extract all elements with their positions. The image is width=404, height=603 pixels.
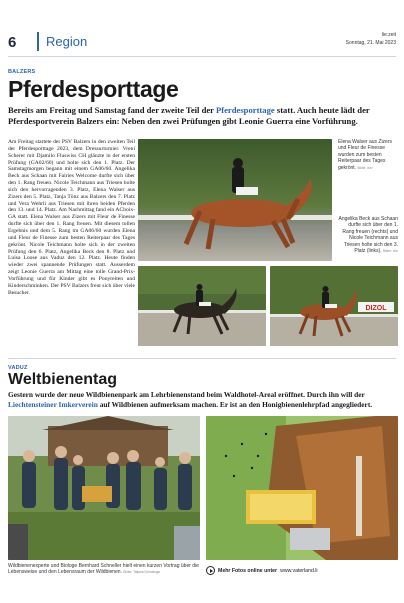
article-lead: Bereits am Freitag und Samstag fand der zweite Teil der Pferdesporttage statt. Auch heute lädt der Pferdesportverein Balzers ein: Neben den zwei Prüfungen gibt Leonie Guerra eine Vorführung. (8, 105, 370, 126)
arena-banner-text: DIZOL (365, 305, 387, 312)
article2-kicker: VADUZ (8, 365, 28, 371)
dressage-photo-left (138, 266, 266, 346)
issue-date: Sonntag, 21. Mai 2023 (345, 40, 396, 46)
bee-hive-photo-image (206, 416, 398, 560)
article2-lead-highlight: Liechtensteiner Imkerverein (8, 399, 98, 409)
dressage-photo-right (270, 266, 398, 346)
bee-park-group-photo (8, 416, 200, 560)
article-body: Am Freitag startete der PSV Balzers in den zweiten Teil der Pferdesporttage 2023, dem Dressurturnier. Vreni Scherer mit Djamilo Fluswiss CH glänzte in der ersten Prüfung (GA02/60) und holte sich den 1. Platz. Der Samstagmorgen begann mit einem GA06/60. Angelika Beck aus Schaan mit Fairies Welcome durfte sich über den 1. Rang freuen. Nicole Teichmann aus Triesen holte sich den hervorragenden 3. Platz, Elena Walser aus Zizers den 5. Platz, Tanja Tönz aus Balzers den 7. Platz und Vera Wehrli aus Triesen mit ihren beiden Pferden den 13. und 14. Platz. Am Nachmittag fand ein ACboix-GA statt. Elena Walser aus Zizers mit Fleur de Finesse durfte sich über den 1. Rang freuen. Mit diesem tollen Ergebnis und dem 5. Rang im GA06/60 wurden Elena und Fleur de Finesse zum besten Reiterpaar des Tages gekrönt. Nicole Teichmann holte sich in der zweiten Prüfung den 6. Platz, Angelika Beck den 8. Platz und Luisa Loose aus Vaduz den 12. Platz. Heute finden wieder zwei spannende Prüfungen statt. Ausserdem zeigt Leonie Guerra am Mittag eine tolle Grand-Prix-Vorführung und für Kinder gibt es Ponyreiten und Kinderschminken. Der PSV Balzers freut sich über viele Besucher. (8, 139, 135, 296)
dressage-photo-main (138, 139, 332, 261)
article2-headline: Weltbienentag (8, 371, 118, 388)
section-title: Region (46, 34, 88, 49)
lead-highlight: Pferdesporttage (216, 105, 275, 115)
play-icon (206, 566, 215, 575)
article-headline: Pferdesporttage (8, 76, 179, 102)
section-divider (8, 358, 396, 359)
article-kicker: BALZERS (8, 69, 36, 75)
bee-park-caption: Wildbienenexperte und Biologe Bernhard Schneller hielt einen kurzen Vortrag über die Lebensweise und den Lebensraum der Wildbienen. Bilder: Tatjana Schnalzger (8, 563, 199, 576)
photo-caption-main: Elena Walser aus Zizers und Fleur de Finesse wurden zum besten Reiterpaar des Tages gekrönt. Bilder: ohv (338, 139, 392, 171)
bee-hive-photo (206, 416, 398, 560)
dressage-photo-main-image (138, 139, 332, 261)
dressage-photo-right-image (270, 266, 398, 346)
article2-lead: Gestern wurde der neue Wildbienenpark am Lehrbienenstand beim Waldhotel-Areal eröffnet. Durch ihn will der Liechtensteiner Imkerverein auf Wildbienen aufmerksam machen. Er ist an den Honigbienenlehrpfad angegliedert. (8, 390, 373, 409)
page-header (8, 30, 396, 52)
dressage-photo-left-image (138, 266, 266, 346)
more-photos-url[interactable]: www.vaterland.li (280, 567, 318, 574)
header-divider (37, 32, 39, 51)
bee-park-group-photo-image (8, 416, 200, 560)
header-rule (8, 56, 396, 57)
more-photos-link[interactable]: Mehr Fotos online unter www.vaterland.li (206, 566, 318, 575)
photo-caption-side: Angelika Beck aus Schaan durfte sich über den 1. Rang freuen (rechts) und Nicole Teichmann aus Triesen holte sich den 3. Platz (links). Bilder: ohv (338, 216, 398, 255)
publication-brand: lie:zeit (381, 32, 396, 38)
page-number: 6 (8, 34, 17, 51)
